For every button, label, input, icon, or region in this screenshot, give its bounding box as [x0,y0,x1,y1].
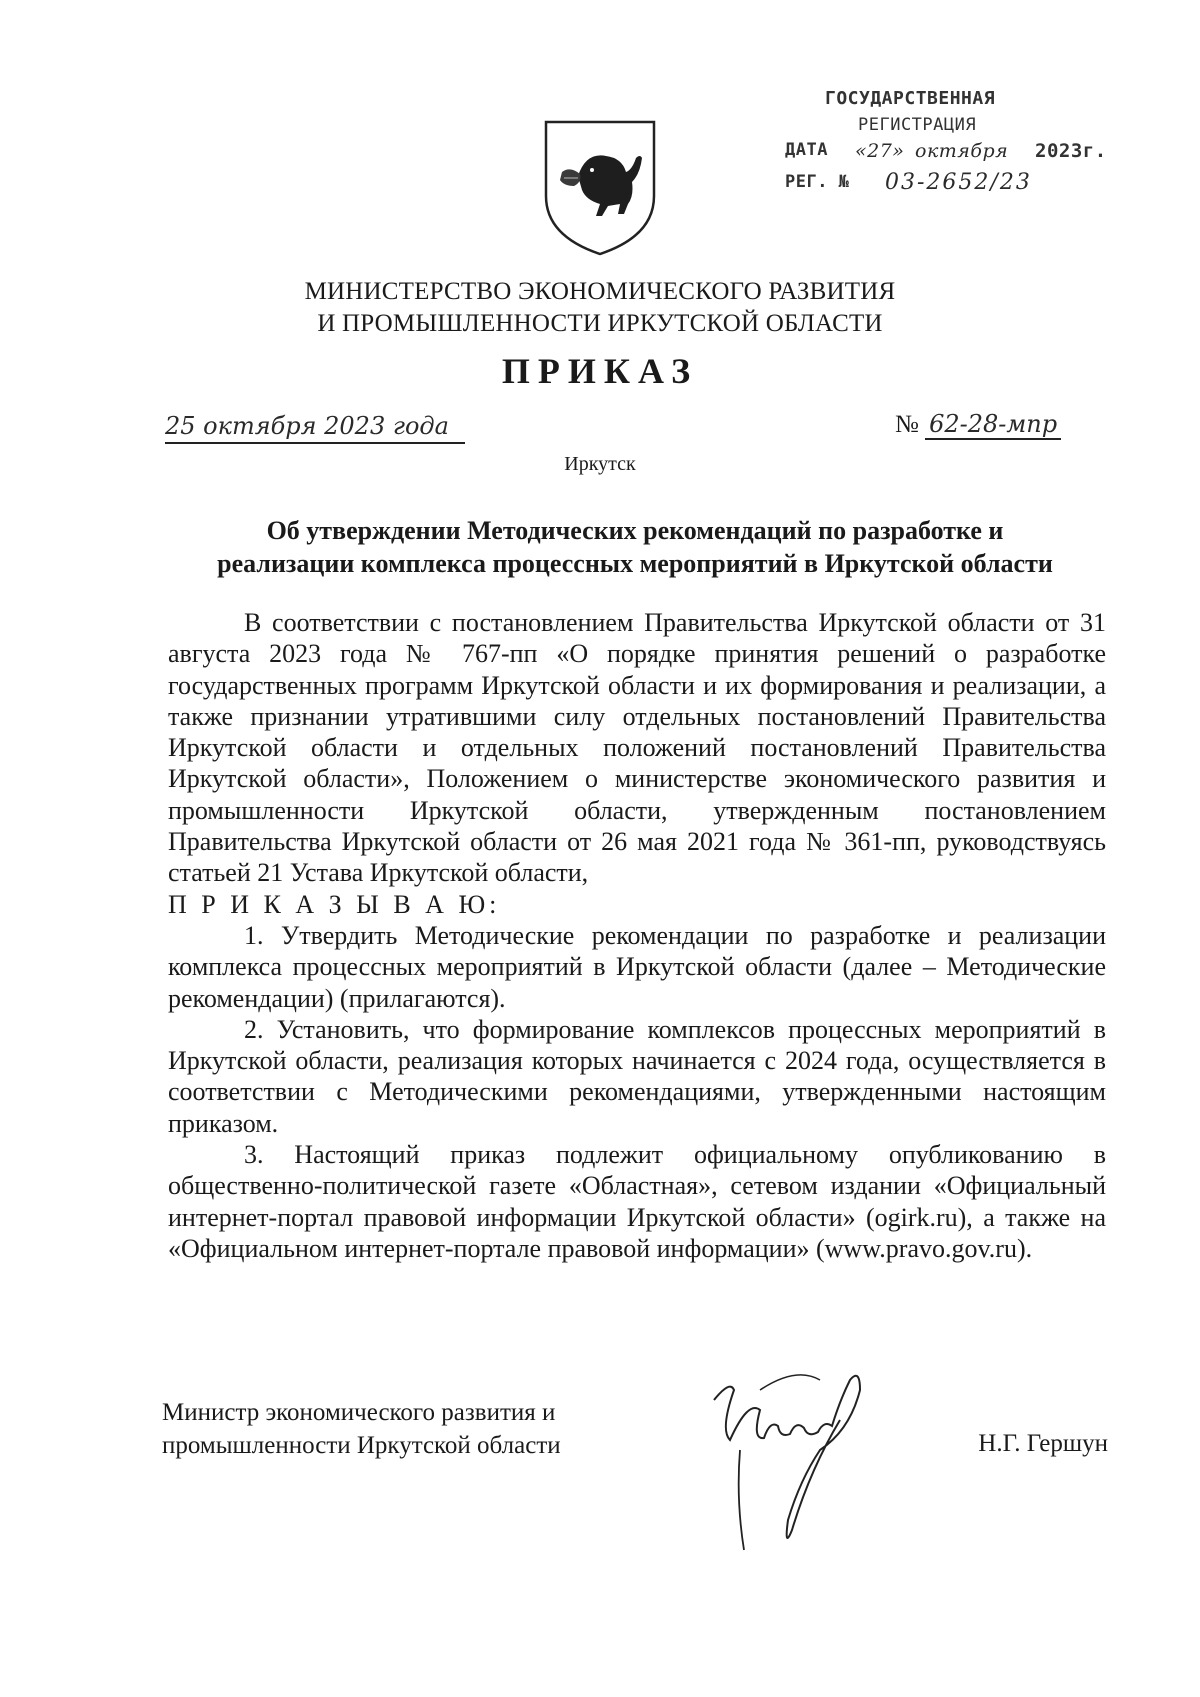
signatory-position [162,1396,642,1462]
ministry-line2: И ПРОМЫШЛЕННОСТИ ИРКУТСКОЙ ОБЛАСТИ [317,310,883,337]
order-title: ПРИКАЗ [501,351,699,391]
order-date: 25 октября 2023 года [165,412,465,444]
position-line2: промышленности Иркутской области [162,1432,561,1459]
signatory-name: Н.Г. Гершун [978,1430,1108,1457]
handwritten-signature [700,1360,890,1560]
order-item-3: 3. Настоящий приказ подлежит официальному опубликованию в общественно-политической газете «Областная», сетевом издании «Официальный интернет-портал правовой информации Иркутской области» (ogirk.ru), а также на «Официальном интернет-портале правовой информации» (www.pravo.gov.ru). [168,1140,1106,1263]
order-number [895,410,1105,439]
order-word: П Р И К А З Ы В А Ю: [168,889,501,919]
city: Иркутск [564,453,636,475]
registration-stamp [785,88,1115,208]
stamp-date-year: 2023г. [1035,140,1107,162]
ministry-line1: МИНИСТЕРСТВО ЭКОНОМИЧЕСКОГО РАЗВИТИЯ [304,278,896,305]
stamp-date-label: ДАТА [785,140,828,160]
stamp-title-line1: ГОСУДАРСТВЕННАЯ [825,88,996,109]
stamp-date-month: октября [915,140,1009,162]
stamp-reg-number: 03-2652/23 [885,170,1032,195]
stamp-date-day: «27» [855,140,905,162]
preamble-paragraph: В соответствии с постановлением Правительства Иркутской области от 31 августа 2023 года № 767-пп «О порядке принятия решений о разработке государственных программ Иркутской области и их формирования и реализации, а также признании утратившими силу отдельных постановлений Правительства Иркутской области и отдельных положений постановлений Правительства Иркутской области», Положением о министерстве экономического развития и промышленности Иркутской области, утвержденным постановлением Правительства Иркутской области от 26 мая 2021 года № 361-пп, руководствуясь статьей 21 Устава Иркутской области, [168,608,1106,888]
position-line1: Министр экономического развития и [162,1399,556,1426]
order-subject [165,514,1105,580]
order-body [168,607,1106,1264]
stamp-reg-label: РЕГ. № [785,172,850,192]
subject-line1: Об утверждении Методических рекомендаций по разработке и [266,516,1004,545]
order-item-2: 2. Установить, что формирование комплексов процессных мероприятий в Иркутской области, реализация которых начинается с 2024 года, осуществляется в соответствии с Методическими рекомендациями, утвержденными настоящим приказом. [168,1014,1106,1138]
subject-line2: реализации комплекса процессных мероприятий в Иркутской области [217,549,1053,578]
order-number-label: № [895,411,919,438]
stamp-title-line2: РЕГИСТРАЦИЯ [858,115,977,135]
order-number-value: 62-28-мпр [925,410,1061,440]
order-item-1: 1. Утвердить Методические рекомендации по разработке и реализации комплекса процессных мероприятий в Иркутской области (далее – Методические рекомендации) (прилагаются). [168,920,1106,1013]
coat-of-arms-icon [540,118,660,258]
ministry-name [200,276,1000,340]
